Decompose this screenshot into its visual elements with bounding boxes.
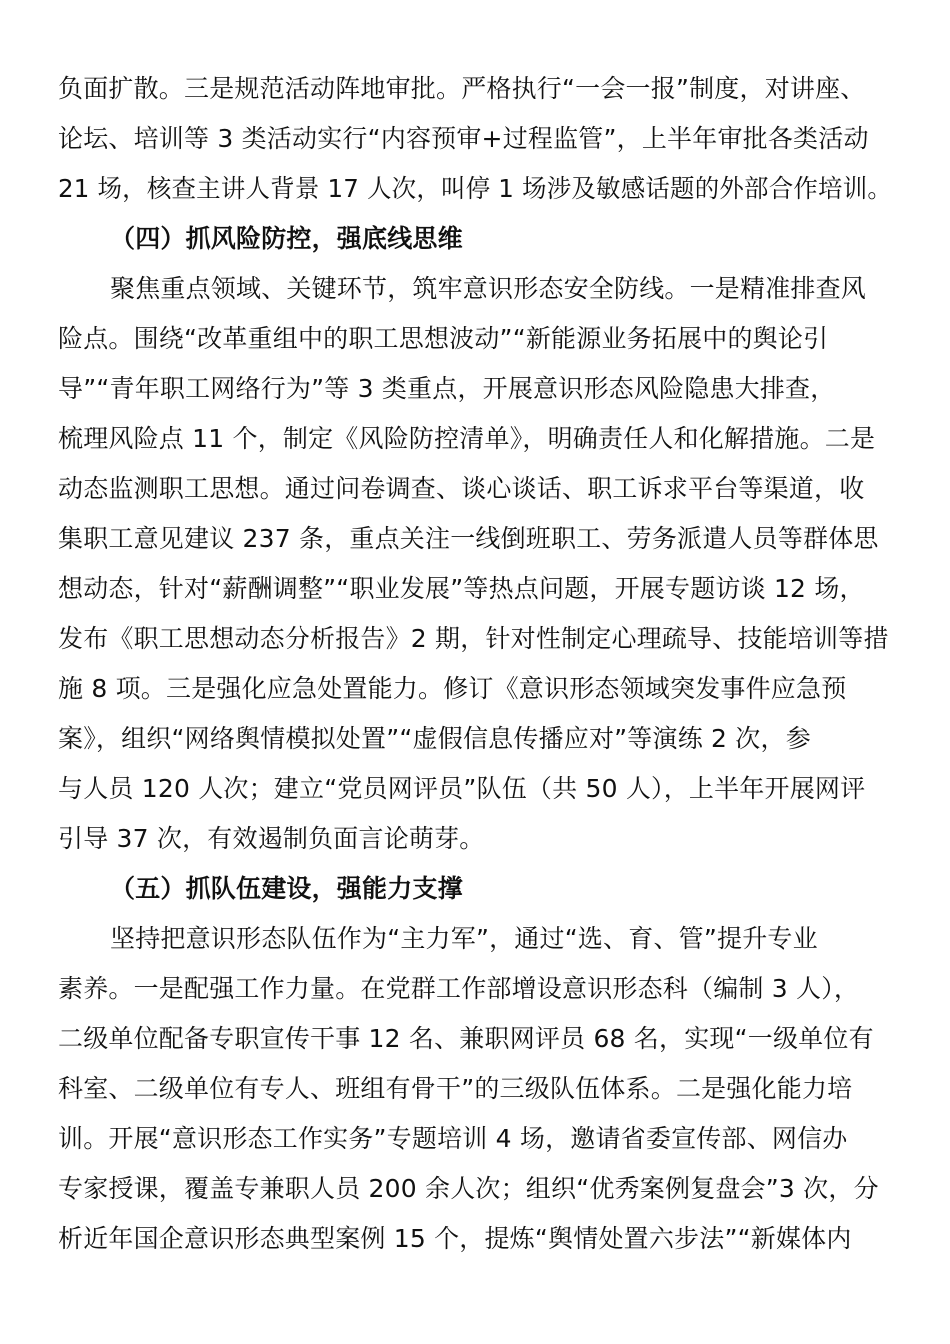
text-line: 想动态，针对“薪酬调整”“职业发展”等热点问题，开展专题访谈 12 场， <box>58 574 865 603</box>
text-line: 施 8 项。三是强化应急处置能力。修订《意识形态领域突发事件应急预 <box>58 674 847 703</box>
text-line: 导”“青年职工网络行为”等 3 类重点，开展意识形态风险隐患大排查， <box>58 374 836 403</box>
section-heading-5: （五）抓队伍建设，强能力支撑 <box>110 874 463 903</box>
text-line: 二级单位配备专职宣传干事 12 名、兼职网评员 68 名，实现“一级单位有 <box>58 1024 874 1053</box>
text-line: 负面扩散。三是规范活动阵地审批。严格执行“一会一报”制度，对讲座、 <box>58 74 866 103</box>
text-line: 动态监测职工思想。通过问卷调查、谈心谈话、职工诉求平台等渠道，收 <box>58 474 865 503</box>
text-line: 与人员 120 人次；建立“党员网评员”队伍（共 50 人），上半年开展网评 <box>58 774 866 803</box>
section-heading-4: （四）抓风险防控，强底线思维 <box>110 224 463 253</box>
text-line: 引导 37 次，有效遏制负面言论萌芽。 <box>58 824 485 853</box>
text-line: 集职工意见建议 237 条，重点关注一线倒班职工、劳务派遣人员等群体思 <box>58 524 879 553</box>
text-line: 21 场，核查主讲人背景 17 人次，叫停 1 场涉及敏感话题的外部合作培训。 <box>58 174 893 203</box>
text-line: 析近年国企意识形态典型案例 15 个，提炼“舆情处置六步法”“新媒体内 <box>58 1224 852 1253</box>
text-line: 梳理风险点 11 个，制定《风险防控清单》，明确责任人和化解措施。二是 <box>58 424 876 453</box>
text-line: 专家授课，覆盖专兼职人员 200 余人次；组织“优秀案例复盘会”3 次，分 <box>58 1174 879 1203</box>
text-line: 案》，组织“网络舆情模拟处置”“虚假信息传播应对”等演练 2 次，参 <box>58 724 811 753</box>
text-line: 素养。一是配强工作力量。在党群工作部增设意识形态科（编制 3 人）， <box>58 974 860 1003</box>
text-line: 发布《职工思想动态分析报告》2 期，针对性制定心理疏导、技能培训等措 <box>58 624 889 653</box>
text-line: 险点。围绕“改革重组中的职工思想波动”“新能源业务拓展中的舆论引 <box>58 324 829 353</box>
paragraph-start: 坚持把意识形态队伍作为“主力军”，通过“选、育、管”提升专业 <box>110 924 818 953</box>
paragraph-start: 聚焦重点领域、关键环节，筑牢意识形态安全防线。一是精准排查风 <box>110 274 867 303</box>
text-line: 训。开展“意识形态工作实务”专题培训 4 场，邀请省委宣传部、网信办 <box>58 1124 848 1153</box>
text-line: 科室、二级单位有专人、班组有骨干”的三级队伍体系。二是强化能力培 <box>58 1074 853 1103</box>
text-line: 论坛、培训等 3 类活动实行“内容预审+过程监管”，上半年审批各类活动 <box>58 124 869 153</box>
